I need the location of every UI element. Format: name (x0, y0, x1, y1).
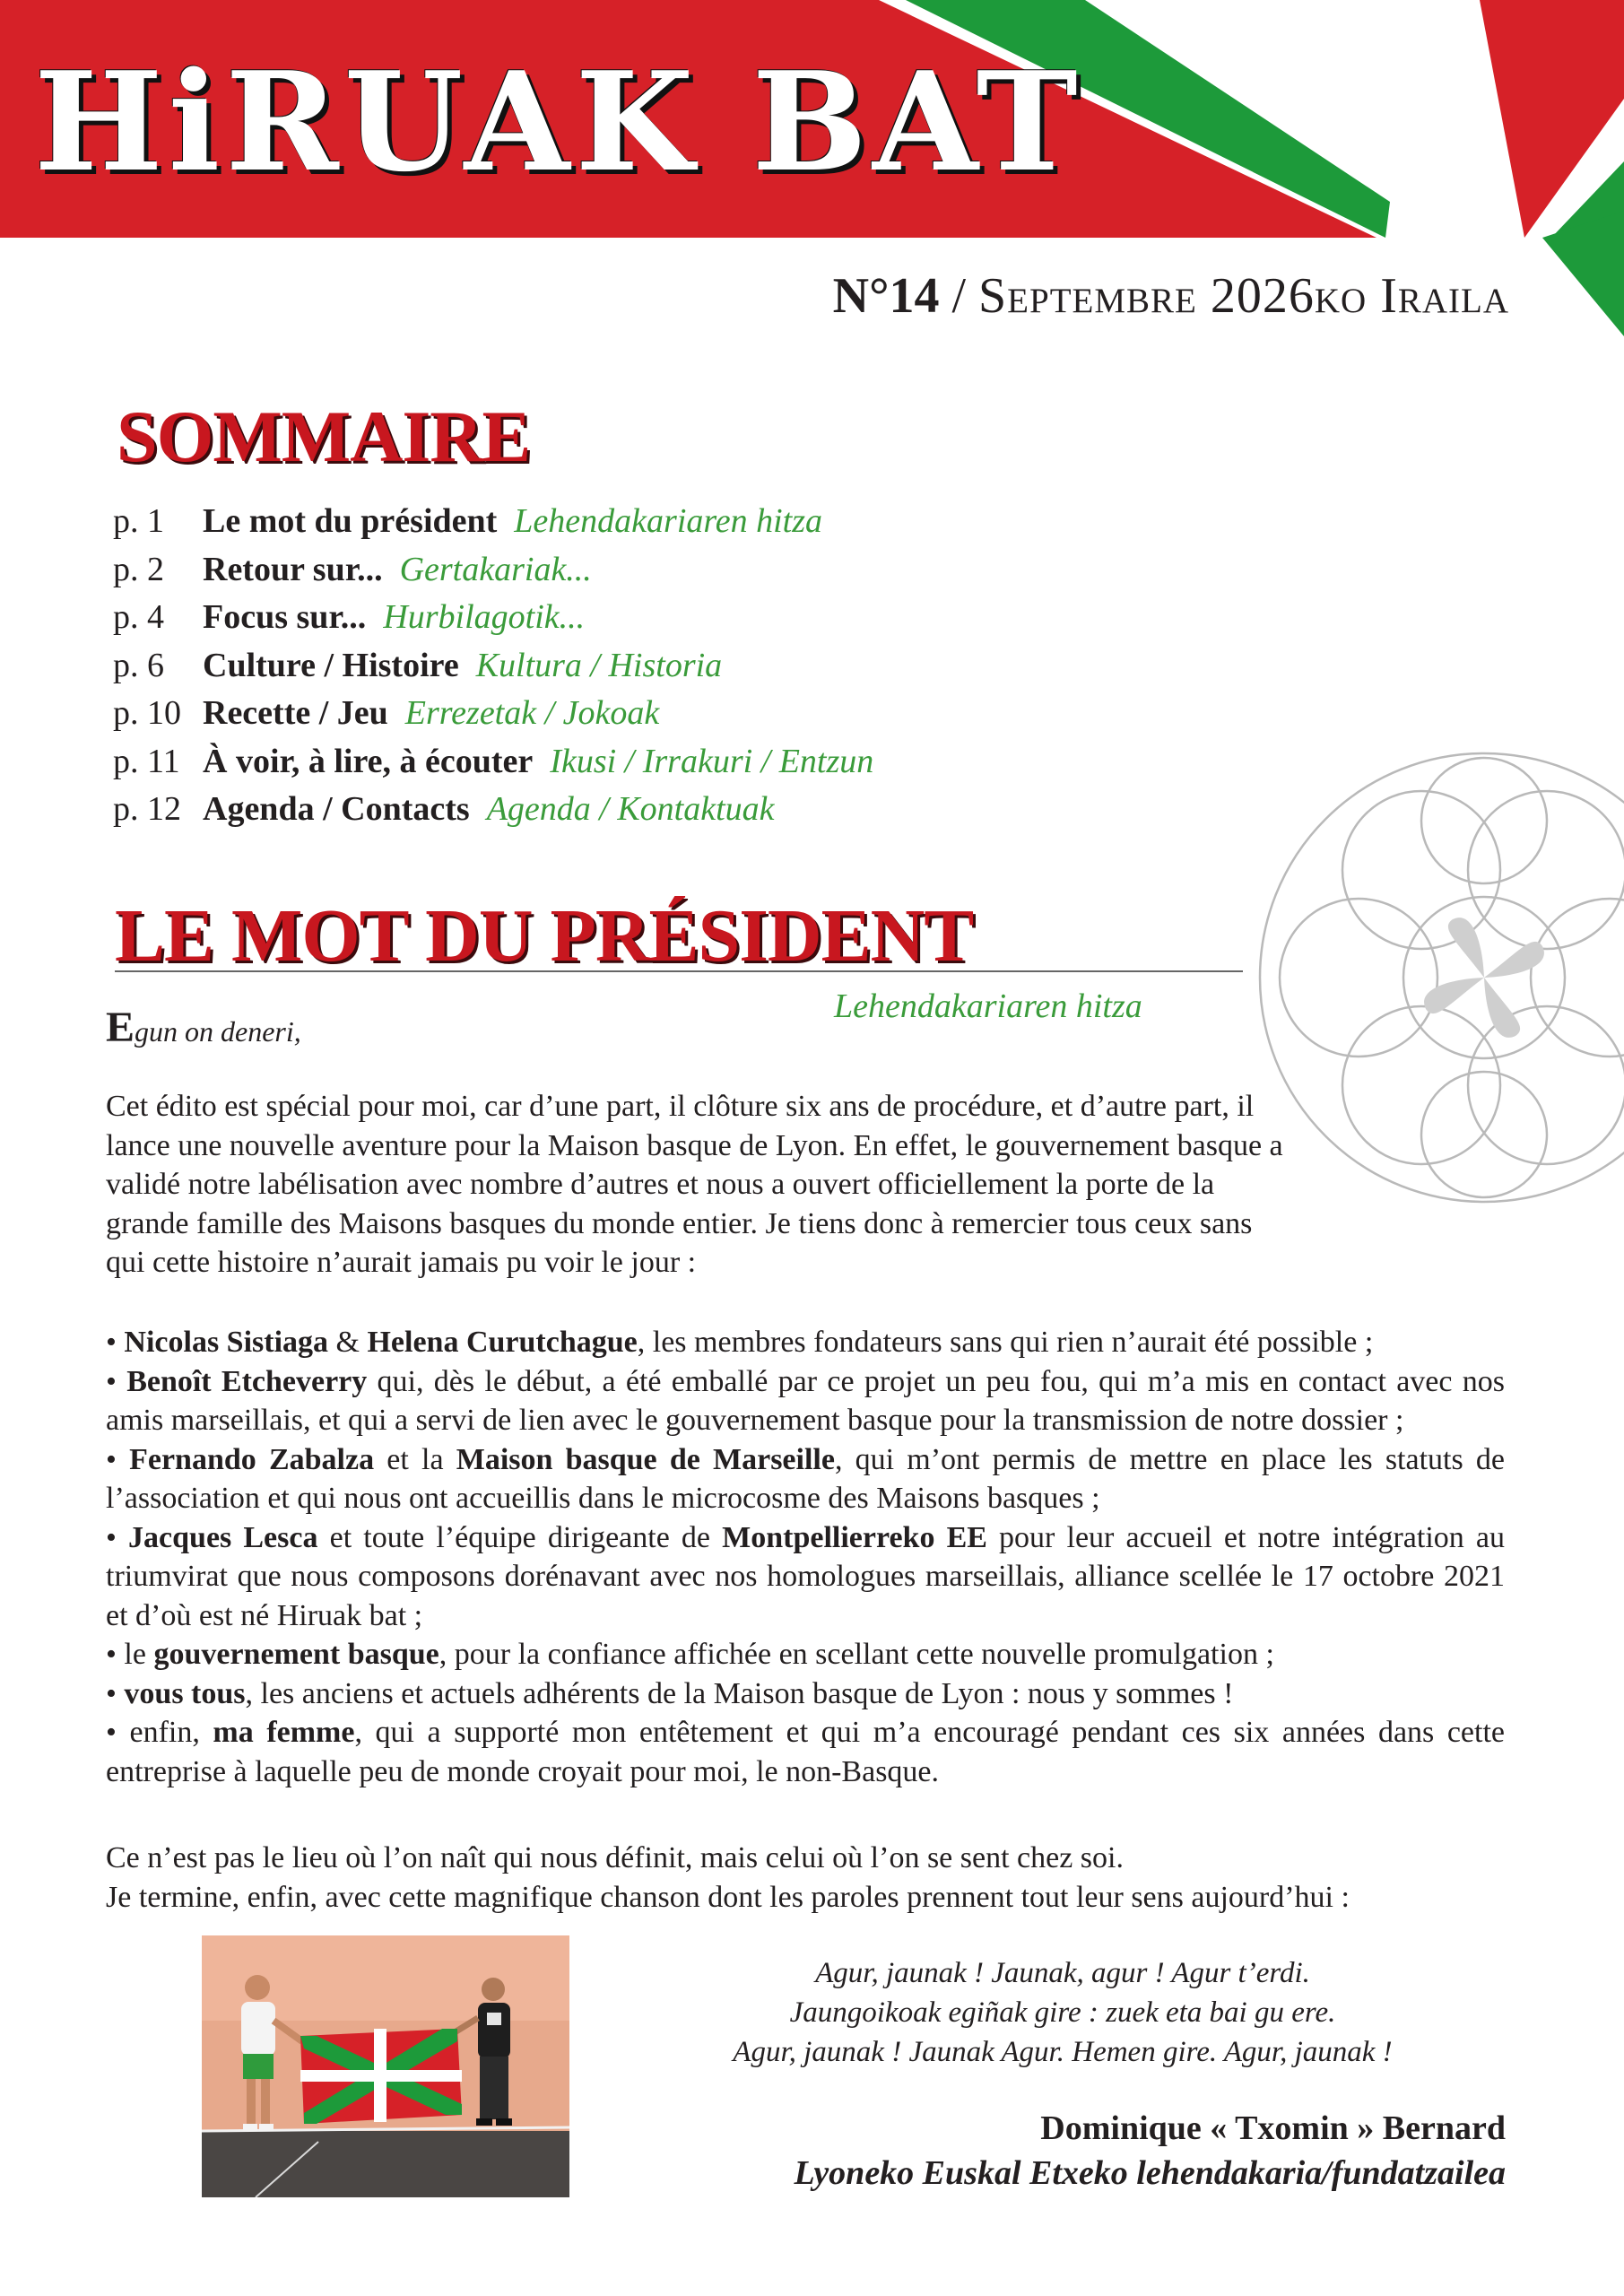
toc-title-eu: Kultura / Historia (475, 646, 723, 684)
thanks-text: pour leur accueil et notre intégration au triumvirat que nous composons dorénavant avec nos homologues marseillais, alliance scellée le 17 octobre 2021 et d’où est né Hiruak bat ; (106, 1520, 1505, 1632)
song-lyrics (699, 1953, 1426, 2072)
toc-title-eu: Lehendakariaren hitza (514, 502, 823, 540)
toc-title-fr: Agenda / Contacts (203, 790, 470, 828)
signature-name: Dominique « Txomin » Bernard (1040, 2109, 1506, 2147)
thanks-name: Fernando Zabalza (129, 1442, 375, 1476)
president-word-subtitle: Lehendakariaren hitza (834, 987, 1142, 1025)
lyric-line: Agur, jaunak ! Jaunak Agur. Hemen gire. Agur, jaunak ! (733, 2036, 1393, 2068)
issue-number: N°14 (832, 268, 940, 324)
thanks-name: Montpellierreko EE (722, 1520, 987, 1554)
greeting-text: gun on deneri, (135, 1015, 301, 1048)
toc-title-fr: Focus sur... (203, 598, 367, 636)
toc-item[interactable] (113, 642, 873, 691)
toc-item[interactable] (113, 738, 873, 787)
thanks-name: Jacques Lesca (128, 1520, 318, 1554)
toc-item[interactable] (113, 498, 873, 546)
issue-separator: / (951, 268, 967, 324)
toc-item[interactable] (113, 786, 873, 834)
thanks-name: Maison basque de Marseille (456, 1442, 835, 1476)
toc-page-number: p. 6 (113, 646, 164, 684)
toc-item[interactable] (113, 594, 873, 642)
bullet: • (106, 1326, 125, 1359)
masthead-title: HiRUAK BAT (34, 41, 1083, 202)
sommaire-heading: SOMMAIRE (117, 396, 531, 477)
lyric-line: Jaungoikoak egiñak gire : zuek eta bai gu ere. (789, 1996, 1336, 2029)
toc-page-number: p. 11 (113, 742, 180, 780)
issue-date: Septembre 2026ko Iraila (978, 268, 1509, 324)
rosette-ornament (1233, 735, 1624, 1238)
bullet: • (106, 1638, 125, 1671)
signature-role: Lyoneko Euskal Etxeko lehendakaria/fundatzailea (794, 2154, 1506, 2192)
toc-item[interactable] (113, 546, 873, 595)
toc-page-number: p. 1 (113, 502, 164, 540)
thanks-name: ma femme (213, 1716, 355, 1749)
thanks-name: Helena Curutchague (367, 1326, 638, 1359)
greeting (106, 1003, 301, 1052)
thanks-name: vous tous (124, 1676, 246, 1710)
thanks-text: et toute l’équipe dirigeante de (317, 1520, 723, 1554)
issue-line (833, 267, 1509, 325)
closing-paragraph (106, 1839, 1505, 1917)
bullet: • (106, 1520, 129, 1554)
thanks-text: , qui m’ont permis de mettre en place les statuts de l’association et qui nous ont accueillis dans le microcosme des Maisons basques ; (106, 1442, 1505, 1515)
bullet: • (106, 1364, 127, 1398)
thanks-list (106, 1323, 1505, 1791)
toc-item[interactable] (113, 690, 873, 738)
bullet: • (106, 1716, 130, 1749)
president-word-heading: LE MOT DU PRÉSIDENT (115, 894, 974, 978)
thanks-text: , qui a supporté mon entêtement et qui m’a encouragé pendant ces six années dans cette entreprise à laquelle peu de monde croyait pour moi, le non-Basque. (106, 1716, 1505, 1788)
thanks-text: & (328, 1326, 368, 1359)
bullet: • (106, 1442, 130, 1476)
thanks-name: gouvernement basque (153, 1638, 439, 1671)
toc-page-number: p. 12 (113, 790, 181, 828)
thanks-text: , les anciens et actuels adhérents de la Maison basque de Lyon : nous y sommes ! (245, 1676, 1234, 1710)
table-of-contents (113, 498, 873, 834)
toc-page-number: p. 2 (113, 550, 164, 588)
toc-title-fr: Culture / Histoire (203, 646, 459, 684)
toc-title-eu: Agenda / Kontaktuak (486, 790, 775, 828)
heading-rule (115, 970, 1243, 972)
thanks-text: et la (374, 1442, 456, 1476)
lyric-line: Agur, jaunak ! Jaunak, agur ! Agur t’erdi. (815, 1957, 1310, 1989)
thanks-name: Nicolas Sistiaga (124, 1326, 329, 1359)
toc-title-fr: Recette / Jeu (203, 694, 388, 732)
toc-title-eu: Gertakariak... (399, 550, 592, 588)
signature-block (795, 2106, 1506, 2196)
greeting-initial: E (106, 1004, 135, 1051)
thanks-text: , pour la confiance affichée en scellant cette nouvelle promulgation ; (439, 1638, 1274, 1671)
toc-title-fr: À voir, à lire, à écouter (203, 742, 534, 780)
thanks-text: qui, dès le début, a été emballé par ce projet un peu fou, qui m’a mis en contact avec nos amis marseillais, et qui a servi de lien avec le gouvernement basque pour la transmission de notre dossier ; (106, 1364, 1505, 1437)
thanks-name: Benoît Etcheverry (126, 1364, 368, 1398)
bullet: • (106, 1676, 125, 1710)
ikurrina-photo (202, 1935, 569, 2197)
toc-title-eu: Ikusi / Irrakuri / Entzun (550, 742, 874, 780)
closing-line: Ce n’est pas le lieu où l’on naît qui nous définit, mais celui où l’on se sent chez soi. (106, 1841, 1124, 1874)
closing-line: Je termine, enfin, avec cette magnifique chanson dont les paroles prennent tout leur sens aujourd’hui : (106, 1880, 1350, 1914)
thanks-text: le (124, 1638, 154, 1671)
lauburu-icon (1424, 918, 1544, 1038)
toc-title-eu: Errezetak / Jokoak (404, 694, 660, 732)
toc-title-fr: Le mot du président (203, 502, 498, 540)
thanks-text: , les membres fondateurs sans qui rien n’aurait été possible ; (637, 1326, 1374, 1359)
toc-page-number: p. 4 (113, 598, 164, 636)
ikurrina-flag (300, 2029, 462, 2124)
thanks-text: enfin, (129, 1716, 213, 1749)
toc-title-eu: Hurbilagotik... (383, 598, 586, 636)
intro-paragraph: Cet édito est spécial pour moi, car d’une part, il clôture six ans de procédure, et d’autre part, il lance une nouvelle aventure pour la Maison basque de Lyon. En effet, le gouvernement basque a validé notre labélisation avec nombre d’autres et nous a ouvert officiellement la porte de la grande famille des Maisons basques du monde entier. Je tiens donc à remercier tous ceux sans qui cette histoire n’aurait jamais pu voir le jour : (106, 1090, 1283, 1279)
banner-green-corner (1542, 211, 1624, 336)
toc-page-number: p. 10 (113, 694, 181, 732)
toc-title-fr: Retour sur... (203, 550, 383, 588)
